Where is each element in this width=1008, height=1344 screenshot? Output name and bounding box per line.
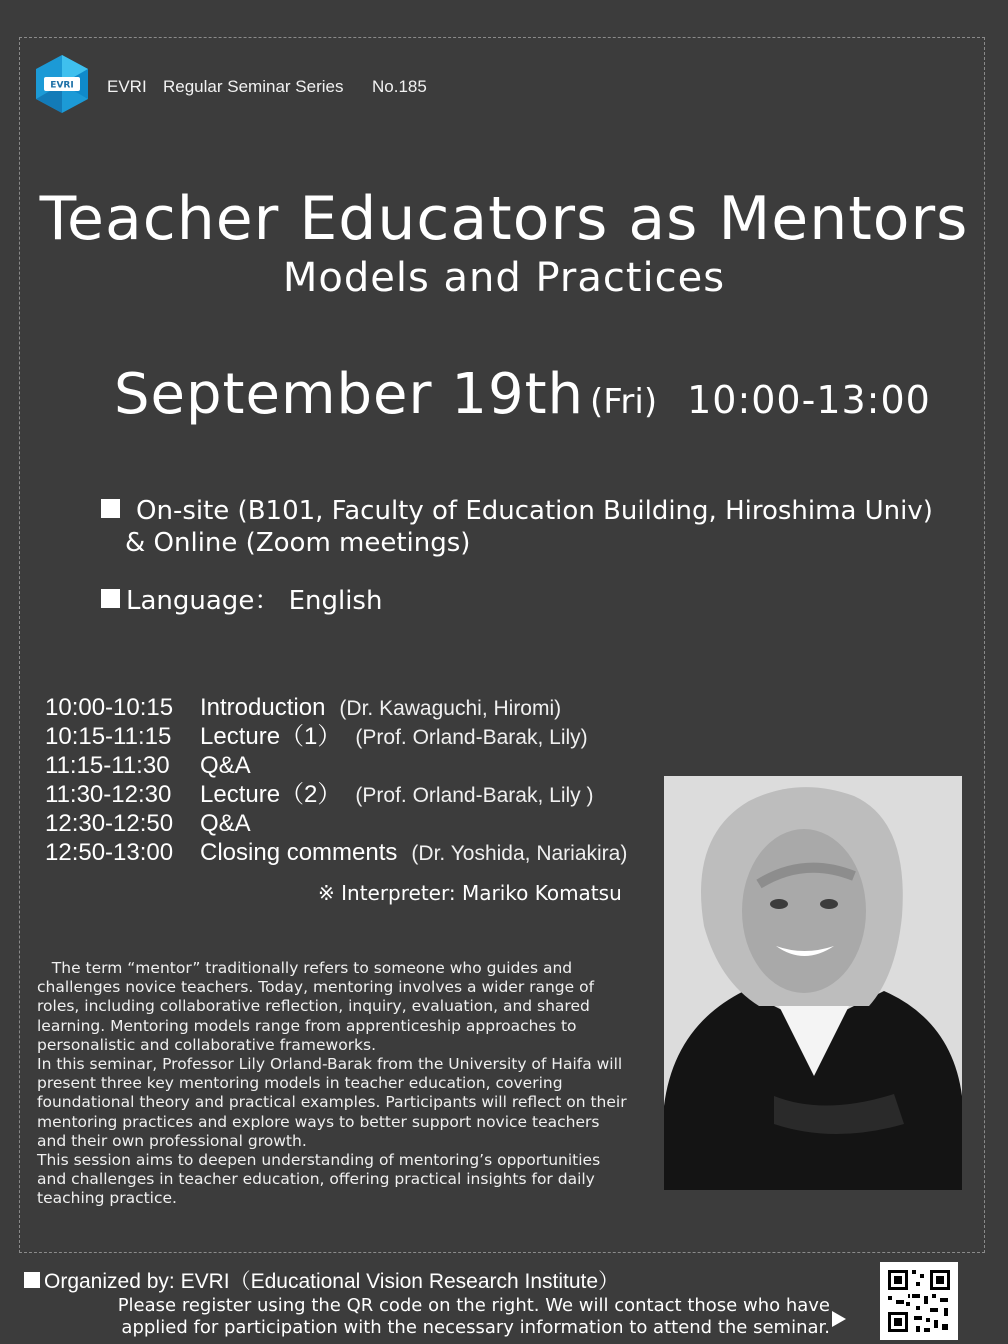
schedule-time: 12:50-13:00 — [45, 839, 174, 866]
schedule-time: 11:30-12:30 — [45, 781, 172, 808]
schedule-item: Introduction — [200, 694, 326, 721]
language-text: Language： English — [126, 586, 383, 616]
bullet-square-icon — [101, 499, 120, 518]
schedule-speaker: (Prof. Orland-Barak, Lily ) — [355, 784, 594, 807]
abstract-paragraph: The term “mentor” traditionally refers to someone who guides and challenges novice teachers. Today, mentoring involves a wider range of roles, including collaborative reflection, inquiry, evaluation, and shared learning. Mentoring models range from apprenticeship approaches to personalistic and collaborative frameworks. — [37, 959, 595, 1054]
series-number: No.185 — [372, 77, 427, 96]
schedule-row — [45, 838, 627, 867]
registration-qr-code[interactable] — [880, 1262, 958, 1340]
logo-text: EVRI — [50, 80, 74, 91]
series-name: Regular Seminar Series — [163, 77, 344, 96]
evri-logo — [33, 53, 91, 115]
schedule-item: Q&A — [200, 752, 251, 779]
event-date: September 19th — [114, 362, 585, 427]
schedule-time: 10:00-10:15 — [45, 694, 174, 721]
language-info — [101, 580, 382, 617]
schedule-row — [45, 780, 627, 809]
schedule-item: Q&A — [200, 810, 251, 837]
schedule-row — [45, 722, 627, 751]
schedule-time: 10:15-11:15 — [45, 723, 172, 750]
venue-line1: On-site (B101, Faculty of Education Building, Hiroshima Univ) — [136, 496, 933, 526]
schedule-row — [45, 751, 627, 780]
bullet-square-icon — [101, 589, 120, 608]
page-subtitle: Models and Practices — [282, 255, 726, 301]
schedule-row — [45, 809, 627, 838]
schedule-time: 12:30-12:50 — [45, 810, 174, 837]
speaker-photo — [664, 776, 962, 1190]
registration-note: Please register using the QR code on the right. We will contact those who have applied for participation with the necessary information to attend the seminar. — [117, 1295, 830, 1338]
event-time: 10:00-13:00 — [687, 378, 931, 422]
bullet-square-icon — [24, 1272, 40, 1288]
schedule-speaker: (Prof. Orland-Barak, Lily) — [355, 726, 588, 749]
abstract — [37, 959, 627, 1209]
abstract-paragraph: This session aims to deepen understanding of mentoring’s opportunities and challenges in teacher education, offering practical insights for daily teaching practice. — [37, 1151, 601, 1208]
event-datetime — [114, 362, 931, 427]
venue-line2: & Online (Zoom meetings) — [125, 528, 471, 558]
arrow-right-icon — [832, 1311, 846, 1327]
venue-info — [101, 495, 933, 559]
schedule-time: 11:15-11:30 — [45, 752, 170, 779]
interpreter-note: ※ Interpreter: Mariko Komatsu — [318, 881, 622, 905]
org-name: EVRI — [107, 77, 147, 96]
schedule-speaker: (Dr. Yoshida, Nariakira) — [411, 842, 628, 865]
schedule-item: Lecture（1） — [200, 723, 342, 750]
organizer — [24, 1265, 619, 1295]
event-weekday: (Fri) — [590, 382, 658, 422]
organizer-text: Organized by: EVRI（Educational Vision Research Institute） — [44, 1270, 620, 1293]
schedule-speaker: (Dr. Kawaguchi, Hiromi) — [339, 697, 562, 720]
schedule-row — [45, 693, 627, 722]
schedule-item: Closing comments — [200, 839, 398, 866]
abstract-paragraph: In this seminar, Professor Lily Orland-Barak from the University of Haifa will present three key mentoring models in teacher education, covering foundational theory and practical examples. Participants will reflect on their mentoring practices and explore ways to better support novice teachers and their own professional growth. — [37, 1055, 627, 1150]
schedule-item: Lecture（2） — [200, 781, 342, 808]
schedule — [45, 693, 627, 867]
page-title: Teacher Educators as Mentors — [39, 184, 969, 254]
